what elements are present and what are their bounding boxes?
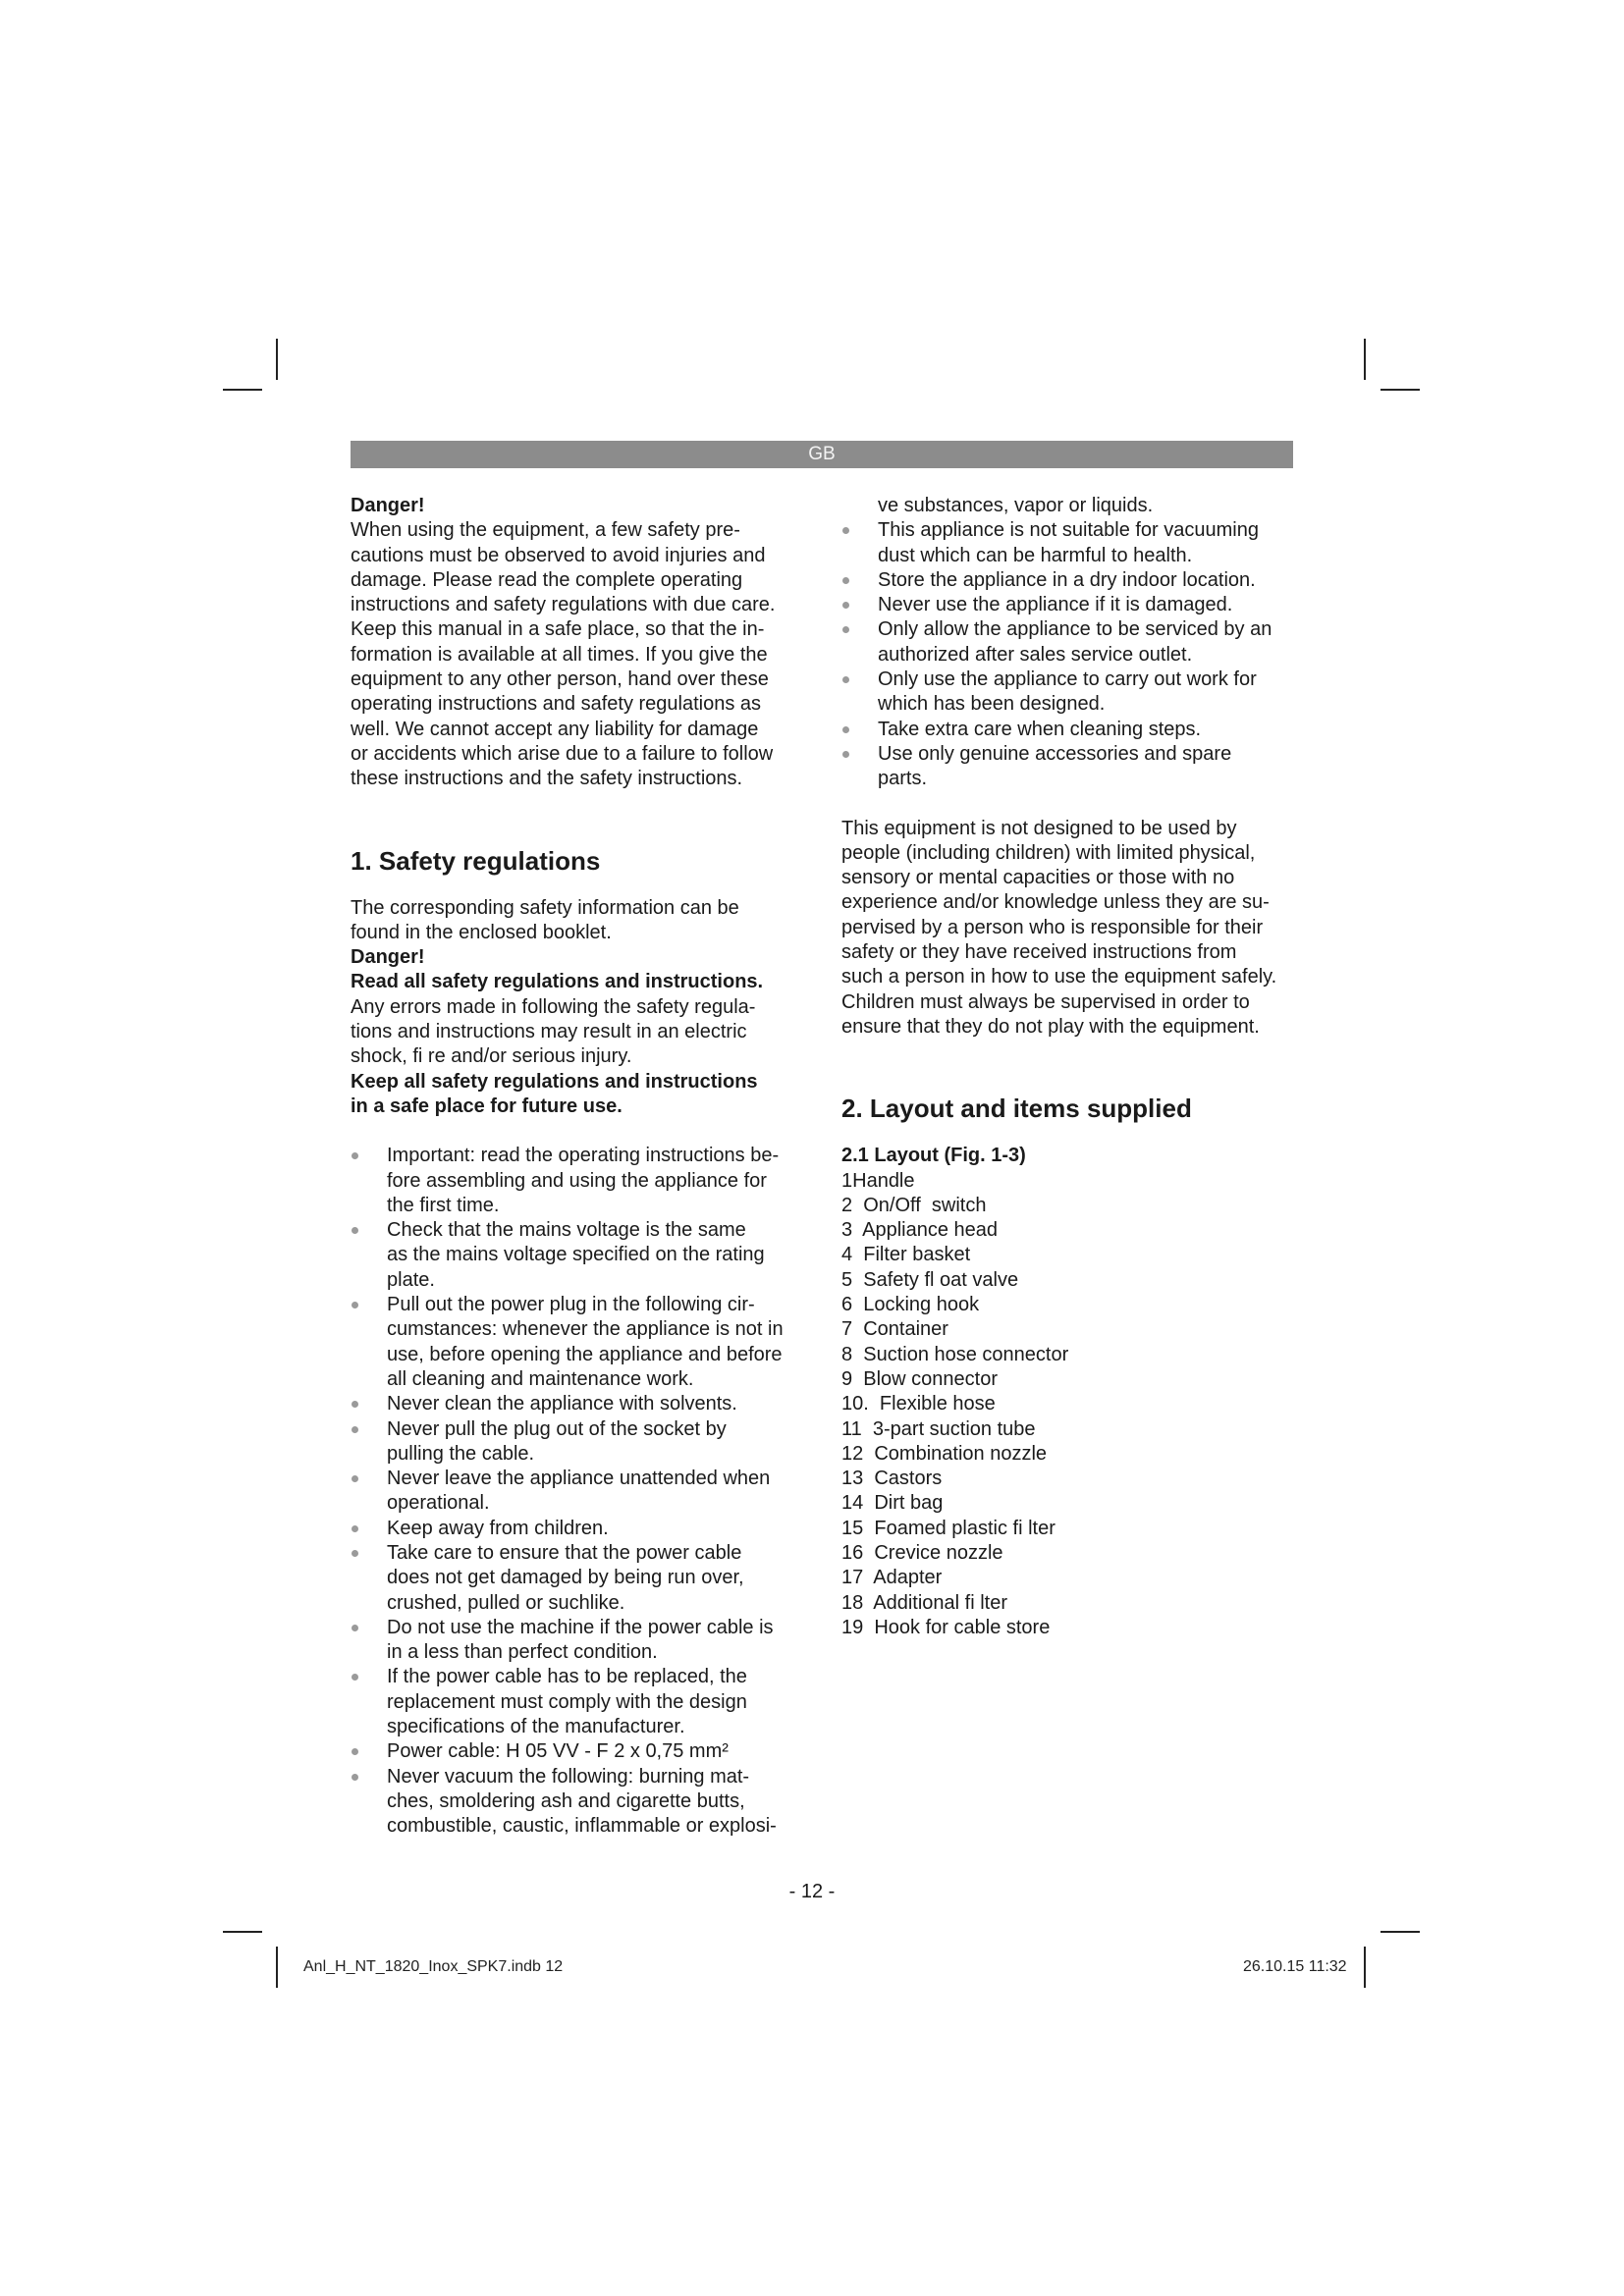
text-line: formation is available at all times. If you give the [351, 643, 768, 666]
text-line: This equipment is not designed to be used by [841, 817, 1237, 839]
text-line: people (including children) with limited physical, [841, 841, 1256, 864]
text-line: When using the equipment, a few safety pre- [351, 519, 740, 542]
list-item: 6 Locking hook [841, 1294, 980, 1316]
crop-mark [276, 1947, 278, 1988]
print-timestamp: 26.10.15 11:32 [1243, 1958, 1347, 1975]
text-line: or accidents which arise due to a failure to follow [351, 742, 774, 765]
text-line: sensory or mental capacities or those with no [841, 867, 1235, 889]
crop-mark [223, 389, 262, 391]
list-item: Store the appliance in a dry indoor location. [841, 568, 1298, 593]
list-item: Keep away from children. [351, 1517, 802, 1541]
safety-bullet-list [351, 1144, 802, 1839]
text-line: tions and instructions may result in an electric [351, 1021, 747, 1043]
list-item: Never leave the appliance unattended when operational. [351, 1467, 802, 1517]
right-column [841, 494, 1298, 1640]
list-item: Check that the mains voltage is the same as the mains voltage specified on the rating plate. [351, 1218, 802, 1293]
list-item: Power cable: H 05 VV - F 2 x 0,75 mm² [351, 1739, 802, 1764]
crop-mark [1380, 1931, 1420, 1933]
keep-instruction [351, 1070, 802, 1120]
text-line: such a person in how to use the equipment safely. [841, 966, 1277, 988]
list-item: Take care to ensure that the power cable does not get damaged by being run over, crushed, pulled or suchlike. [351, 1541, 802, 1616]
list-item: This appliance is not suitable for vacuuming dust which can be harmful to health. [841, 518, 1298, 568]
text-line: ensure that they do not play with the equipment. [841, 1015, 1260, 1038]
text-line: instructions and safety regulations with due care. [351, 594, 776, 616]
text-line: The corresponding safety information can be [351, 896, 739, 919]
list-item: If the power cable has to be replaced, the replacement must comply with the design specifications of the manufacturer. [351, 1665, 802, 1739]
language-header-bar [351, 441, 1293, 468]
text-line: Keep this manual in a safe place, so that the in- [351, 618, 765, 641]
children-paragraph [841, 817, 1298, 1041]
section-2-title: 2. Layout and items supplied [841, 1094, 1192, 1124]
list-item: Only use the appliance to carry out work for which has been designed. [841, 667, 1298, 718]
list-item: 11 3-part suction tube [841, 1417, 1036, 1440]
text-line: pervised by a person who is responsible for their [841, 916, 1264, 938]
list-item: 2 On/Off switch [841, 1194, 987, 1216]
crop-mark [276, 339, 278, 380]
list-item: Only allow the appliance to be serviced by an authorized after sales service outlet. [841, 617, 1298, 667]
list-item: Never pull the plug out of the socket by pulling the cable. [351, 1417, 802, 1468]
text-line: these instructions and the safety instructions. [351, 768, 743, 790]
text-line: safety or they have received instructions from [841, 941, 1237, 964]
parts-list [841, 1169, 1298, 1641]
list-item: 19 Hook for cable store [841, 1616, 1051, 1638]
danger-heading: Danger! [351, 495, 425, 516]
list-item: 9 Blow connector [841, 1367, 998, 1390]
list-item: Use only genuine accessories and spare parts. [841, 742, 1298, 792]
list-item: 17 Adapter [841, 1567, 943, 1589]
list-item: 4 Filter basket [841, 1244, 971, 1266]
section-1-title: 1. Safety regulations [351, 845, 601, 876]
read-all-instruction: Read all safety regulations and instructions. [351, 971, 764, 993]
list-item: Take extra care when cleaning steps. [841, 718, 1298, 742]
crop-mark [223, 1931, 262, 1933]
list-item: Do not use the machine if the power cable is in a less than perfect condition. [351, 1616, 802, 1666]
text-line: found in the enclosed booklet. [351, 921, 612, 943]
text-line: shock, fi re and/or serious injury. [351, 1045, 632, 1068]
list-item: 18 Additional fi lter [841, 1591, 1007, 1614]
text-line: in a safe place for future use. [351, 1095, 623, 1117]
list-item: 15 Foamed plastic fi lter [841, 1517, 1056, 1539]
text-line: well. We cannot accept any liability for damage [351, 718, 759, 740]
list-item: 1Handle [841, 1169, 915, 1192]
errors-paragraph [351, 995, 802, 1070]
list-item: 7 Container [841, 1318, 948, 1341]
safety-info-paragraph [351, 896, 802, 946]
text-line: Children must always be supervised in order to [841, 990, 1250, 1013]
left-column [351, 494, 802, 1840]
layout-subheading: 2.1 Layout (Fig. 1-3) [841, 1145, 1026, 1167]
list-item: 13 Castors [841, 1468, 943, 1490]
text-line: operating instructions and safety regulations as [351, 693, 762, 716]
safety-bullet-list-continued [841, 518, 1298, 791]
list-item: Pull out the power plug in the following cir- cumstances: whenever the appliance is not in use, before opening the appliance and before all cleaning and maintenance work. [351, 1293, 802, 1392]
list-item: 8 Suction hose connector [841, 1343, 1069, 1365]
text-line: equipment to any other person, hand over these [351, 668, 769, 691]
language-code: GB [808, 444, 836, 464]
list-item: Never vacuum the following: burning mat- ches, smoldering ash and cigarette butts, combustible, caustic, inflammable or explosi- [351, 1765, 802, 1840]
list-item: 3 Appliance head [841, 1219, 999, 1242]
intro-paragraph [351, 518, 802, 791]
crop-mark [1364, 1947, 1366, 1988]
list-item: 16 Crevice nozzle [841, 1541, 1003, 1564]
list-item: 10. Flexible hose [841, 1393, 996, 1415]
text-line: Keep all safety regulations and instructions [351, 1070, 758, 1093]
list-item: Never clean the appliance with solvents. [351, 1392, 802, 1416]
crop-mark [1364, 339, 1366, 380]
file-info: Anl_H_NT_1820_Inox_SPK7.indb 12 [303, 1958, 564, 1975]
list-item: 5 Safety fl oat valve [841, 1268, 1019, 1291]
bullet-continuation: ve substances, vapor or liquids. [878, 495, 1154, 516]
list-item: Never use the appliance if it is damaged. [841, 593, 1298, 617]
text-line: experience and/or knowledge unless they are su- [841, 891, 1270, 914]
text-line: cautions must be observed to avoid injuries and [351, 544, 766, 566]
text-line: Any errors made in following the safety regula- [351, 995, 756, 1018]
danger-heading-2: Danger! [351, 946, 425, 969]
text-line: damage. Please read the complete operating [351, 568, 743, 591]
list-item: 12 Combination nozzle [841, 1442, 1048, 1465]
list-item: 14 Dirt bag [841, 1492, 944, 1515]
page-number: - 12 - [788, 1881, 836, 1902]
crop-mark [1380, 389, 1420, 391]
list-item: Important: read the operating instructions be- fore assembling and using the appliance for the first time. [351, 1144, 802, 1218]
